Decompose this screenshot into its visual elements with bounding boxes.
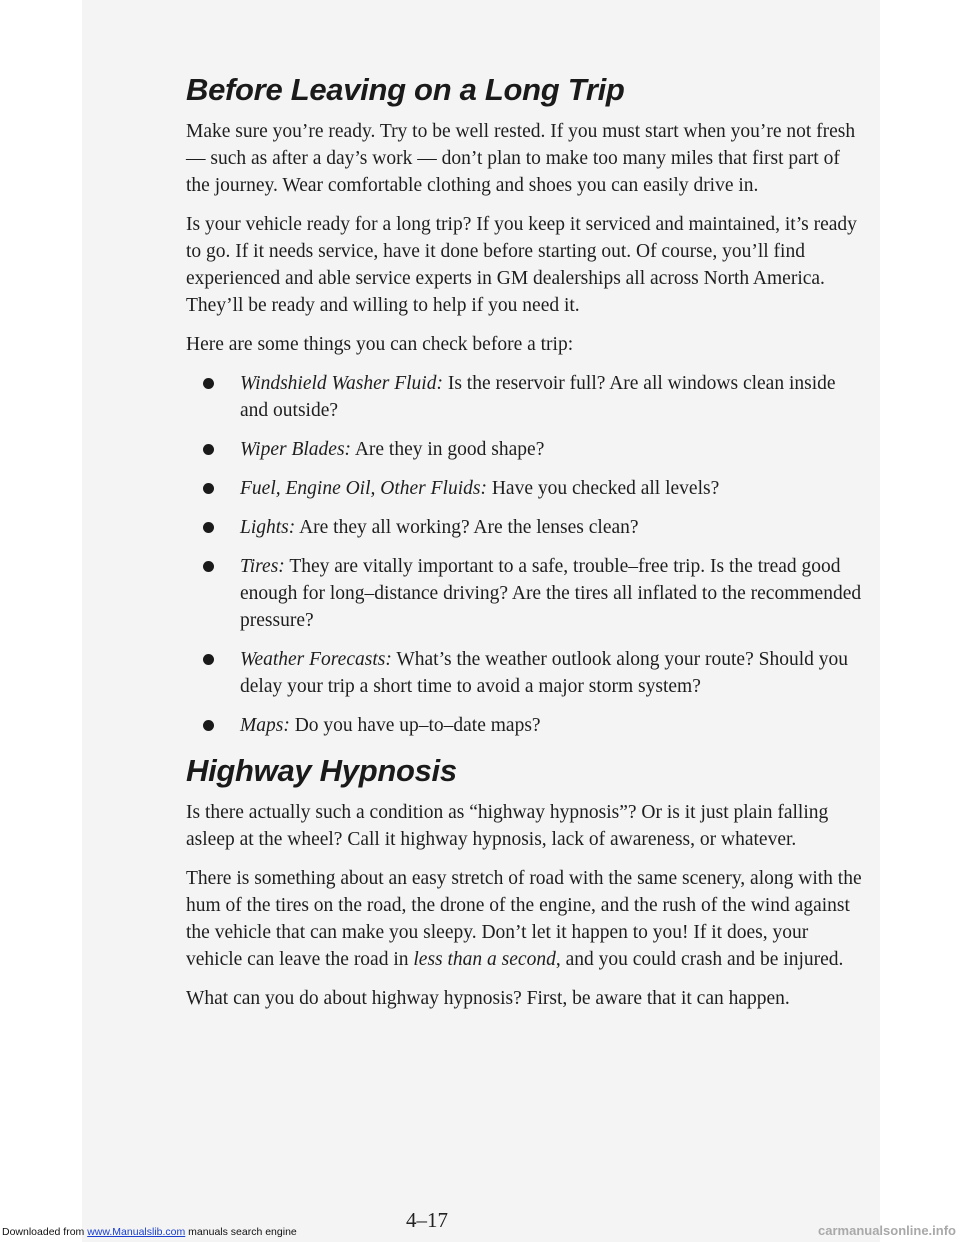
section-title-long-trip: Before Leaving on a Long Trip [186,72,625,107]
list-item [186,514,866,541]
list-item [186,553,866,634]
item-text: Are they all working? Are the lenses clean? [295,517,639,538]
item-text: Have you checked all levels? [486,478,720,499]
item-text: Are they in good shape? [351,439,545,460]
site-watermark: carmanualsonline.info [818,1223,956,1238]
list-item [186,436,866,463]
paragraph-checklist-intro: Here are some things you can check before a trip: [186,334,574,355]
list-item [186,712,866,739]
section-title-highway-hypnosis: Highway Hypnosis [186,753,457,788]
page-number: 4–17 [406,1208,448,1232]
cause-emphasis: less than a second [413,949,556,970]
footer-suffix: manuals search engine [185,1226,297,1238]
item-text: Do you have up–to–date maps? [289,715,541,736]
paragraph-hypnosis-question: Is there actually such a condition as “highway hypnosis”? Or is it just plain falling asleep at the wheel? Call it highway hypnosis, lack of awareness, or whatever. [186,802,829,850]
paragraph-hypnosis-awareness: What can you do about highway hypnosis? First, be aware that it can happen. [186,988,790,1009]
item-term: Fuel, Engine Oil, Other Fluids: [240,478,487,499]
item-text: What’s the weather outlook along your route? Should you delay your trip a short time to avoid a major storm system? [240,649,849,697]
checklist [186,370,866,739]
bullet-icon [203,522,214,533]
bullet-icon [203,483,214,494]
item-term: Windshield Washer Fluid: [240,373,443,394]
item-term: Wiper Blades: [240,439,352,460]
item-term: Lights: [240,517,296,538]
list-item [186,370,866,424]
footer-prefix: Downloaded from [2,1226,88,1238]
list-item [186,475,866,502]
bullet-icon [203,444,214,455]
bullet-icon [203,720,214,731]
paragraph-vehicle-ready: Is your vehicle ready for a long trip? If you keep it serviced and maintained, it’s ready to go. If it needs service, have it done before starting out. Of course, you’ll find experienced and able service experts in GM dealerships all across North America. They’ll be ready and willing to help if you need it. [186,214,857,316]
page-content [186,72,866,1024]
paragraph-ready: Make sure you’re ready. Try to be well rested. If you must start when you’re not fresh — such as after a day’s work — don’t plan to make too many miles that first part of the journey. Wear comfortable clothing and shoes you can easily drive in. [186,121,856,196]
item-term: Weather Forecasts: [240,649,392,670]
item-term: Tires: [240,556,285,577]
download-footer [2,1226,297,1238]
cause-text-end: , and you could crash and be injured. [555,949,844,970]
manualslib-link[interactable]: www.Manualslib.com [87,1226,186,1238]
bullet-icon [203,378,214,389]
bullet-icon [203,561,214,572]
item-text: They are vitally important to a safe, trouble–free trip. Is the tread good enough for long–distance driving? Are the tires all inflated to the recommended pressure? [240,556,862,631]
bullet-icon [203,654,214,665]
paragraph-hypnosis-cause [186,865,866,973]
item-text: Is the reservoir full? Are all windows clean inside and outside? [240,373,836,421]
list-item [186,646,866,700]
item-term: Maps: [240,715,290,736]
cause-text-start: There is something about an easy stretch of road with the same scenery, along with the hum of the tires on the road, the drone of the engine, and the rush of the wind against the vehicle that can make you sleepy. Don’t let it happen to you! If it does, your vehicle can leave the road in [186,868,862,970]
